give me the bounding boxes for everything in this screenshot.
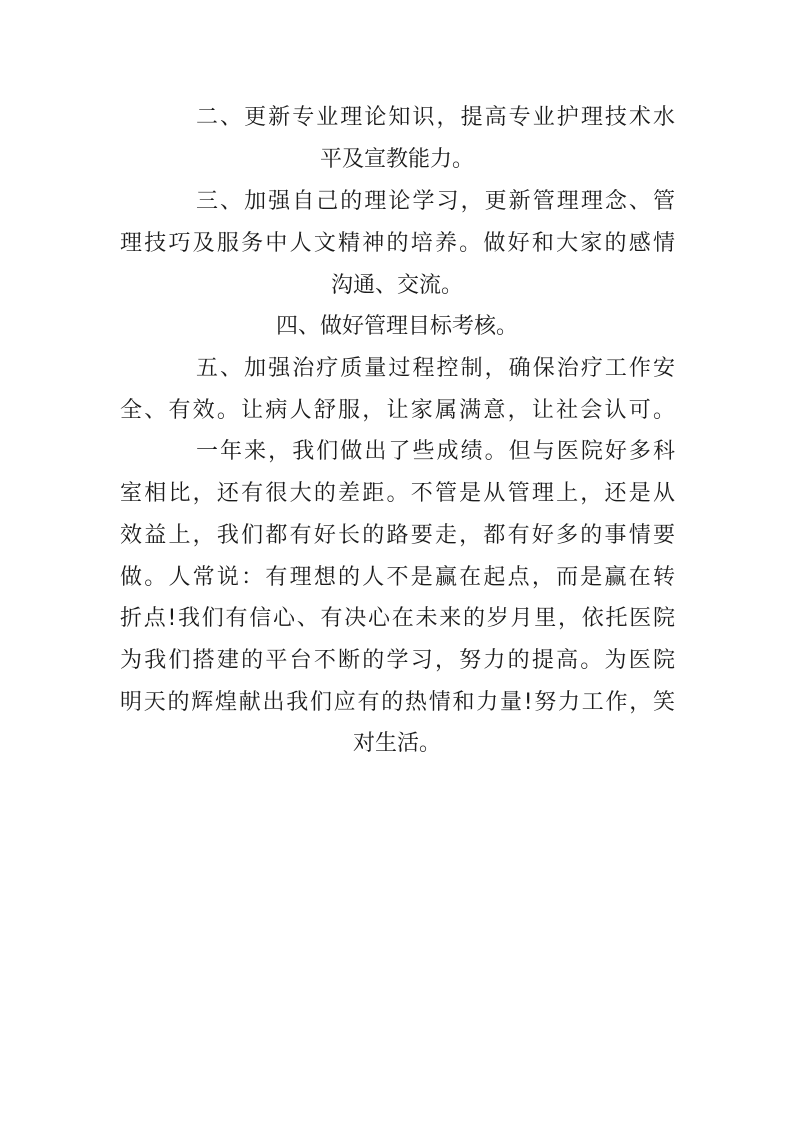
- text-line-7: 五、加强治疗质量过程控制，确保治疗工作安: [196, 356, 675, 381]
- text-line-15: 明天的辉煌献出我们应有的热情和力量!努力工作，笑: [120, 690, 675, 715]
- text-line-14: 为我们搭建的平台不断的学习，努力的提高。为医院: [120, 648, 675, 673]
- text-line-2: 平及宣教能力。: [319, 147, 474, 172]
- text-line-3: 三、加强自己的理论学习，更新管理理念、管: [196, 189, 675, 214]
- text-line-9: 一年来，我们做出了些成绩。但与医院好多科: [196, 439, 675, 464]
- text-line-1: 二、更新专业理论知识，提高专业护理技术水: [196, 105, 675, 130]
- text-line-4: 理技巧及服务中人文精神的培养。做好和大家的感情: [120, 231, 675, 256]
- text-line-8: 全、有效。让病人舒服，让家属满意，让社会认可。: [120, 398, 675, 423]
- text-line-12: 做。人常说：有理想的人不是赢在起点，而是赢在转: [120, 565, 675, 590]
- text-line-16: 对生活。: [352, 731, 441, 756]
- text-line-6: 四、做好管理目标考核。: [275, 314, 518, 339]
- text-line-11: 效益上，我们都有好长的路要走，都有好多的事情要: [120, 523, 675, 548]
- text-line-13: 折点!我们有信心、有决心在未来的岁月里，依托医院: [120, 606, 675, 631]
- text-line-5: 沟通、交流。: [330, 273, 463, 298]
- text-line-10: 室相比，还有很大的差距。不管是从管理上，还是从: [120, 481, 675, 506]
